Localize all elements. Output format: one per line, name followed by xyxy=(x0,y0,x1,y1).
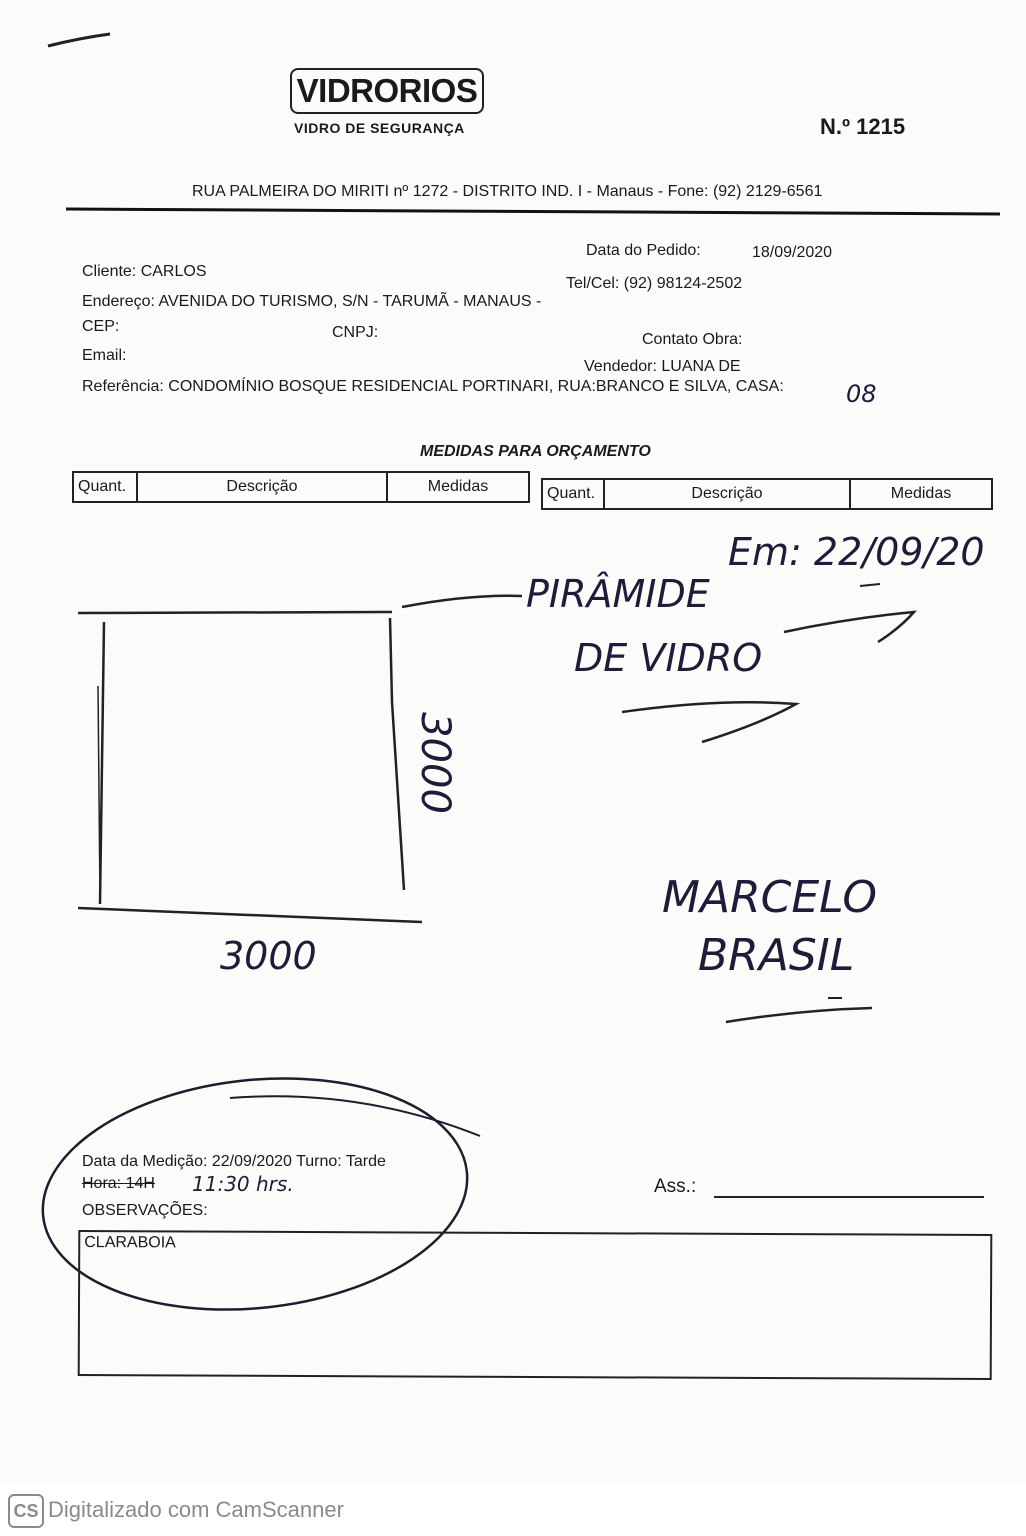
address-field: Endereço: AVENIDA DO TURISMO, S/N - TARUMÃ - MANAUS - xyxy=(82,293,542,310)
signature-label: Ass.: xyxy=(654,1176,697,1197)
handwritten-name-line1: MARCELO xyxy=(662,872,877,923)
observations-label: OBSERVAÇÕES: xyxy=(82,1202,208,1219)
seller-field: Vendedor: LUANA DE xyxy=(584,358,741,375)
table-header-row xyxy=(542,479,992,509)
phone-field: Tel/Cel: (92) 98124-2502 xyxy=(566,275,743,292)
handwritten-date: Em: 22/09/20 xyxy=(728,530,985,574)
column-header-measures: Medidas xyxy=(387,472,529,502)
company-logo: VIDRORIOS xyxy=(290,68,484,114)
cnpj-field: CNPJ: xyxy=(332,324,379,341)
handwritten-height-dimension: 3000 xyxy=(411,712,458,814)
column-header-description: Descrição xyxy=(604,479,850,509)
company-address: RUA PALMEIRA DO MIRITI nº 1272 - DISTRITO IND. I - Manaus - Fone: (92) 2129-6561 xyxy=(192,183,823,200)
scanner-watermark: Digitalizado com CamScanner xyxy=(48,1497,344,1522)
site-contact-field: Contato Obra: xyxy=(642,331,743,348)
client-field: Cliente: CARLOS xyxy=(82,263,207,280)
observations-text: CLARABOIA xyxy=(84,1234,176,1252)
order-number: N.º 1215 xyxy=(820,114,906,139)
handwritten-time: 11:30 hrs. xyxy=(192,1172,294,1196)
measurements-title: MEDIDAS PARA ORÇAMENTO xyxy=(420,443,651,460)
reference-field: Referência: CONDOMÍNIO BOSQUE RESIDENCIAL PORTINARI, RUA:BRANCO E SILVA, CASA: xyxy=(82,378,784,395)
handwritten-description-line1: PIRÂMIDE xyxy=(526,572,710,616)
cep-field: CEP: xyxy=(82,318,120,335)
column-header-quantity: Quant. xyxy=(73,472,137,502)
handwritten-name-line2: BRASIL xyxy=(698,930,855,981)
measurements-table-right xyxy=(541,478,993,510)
order-date-label: Data do Pedido: xyxy=(586,242,701,259)
handwritten-width-dimension: 3000 xyxy=(220,934,317,978)
reference-house-number: 08 xyxy=(846,380,877,408)
signature-line xyxy=(714,1196,984,1198)
column-header-quantity: Quant. xyxy=(542,479,604,509)
measurements-table-left xyxy=(72,471,530,503)
column-header-measures: Medidas xyxy=(850,479,992,509)
email-field: Email: xyxy=(82,347,127,364)
order-date-value: 18/09/2020 xyxy=(752,244,833,261)
measurement-date-field: Data da Medição: 22/09/2020 Turno: Tarde xyxy=(82,1153,386,1170)
column-header-description: Descrição xyxy=(137,472,387,502)
time-field-struck: Hora: 14H xyxy=(82,1175,155,1192)
table-header-row xyxy=(73,472,529,502)
observations-box xyxy=(78,1230,993,1380)
handwritten-description-line2: DE VIDRO xyxy=(574,636,763,680)
camscanner-icon: CS xyxy=(8,1494,44,1528)
logo-tagline: VIDRO DE SEGURANÇA xyxy=(294,120,465,136)
